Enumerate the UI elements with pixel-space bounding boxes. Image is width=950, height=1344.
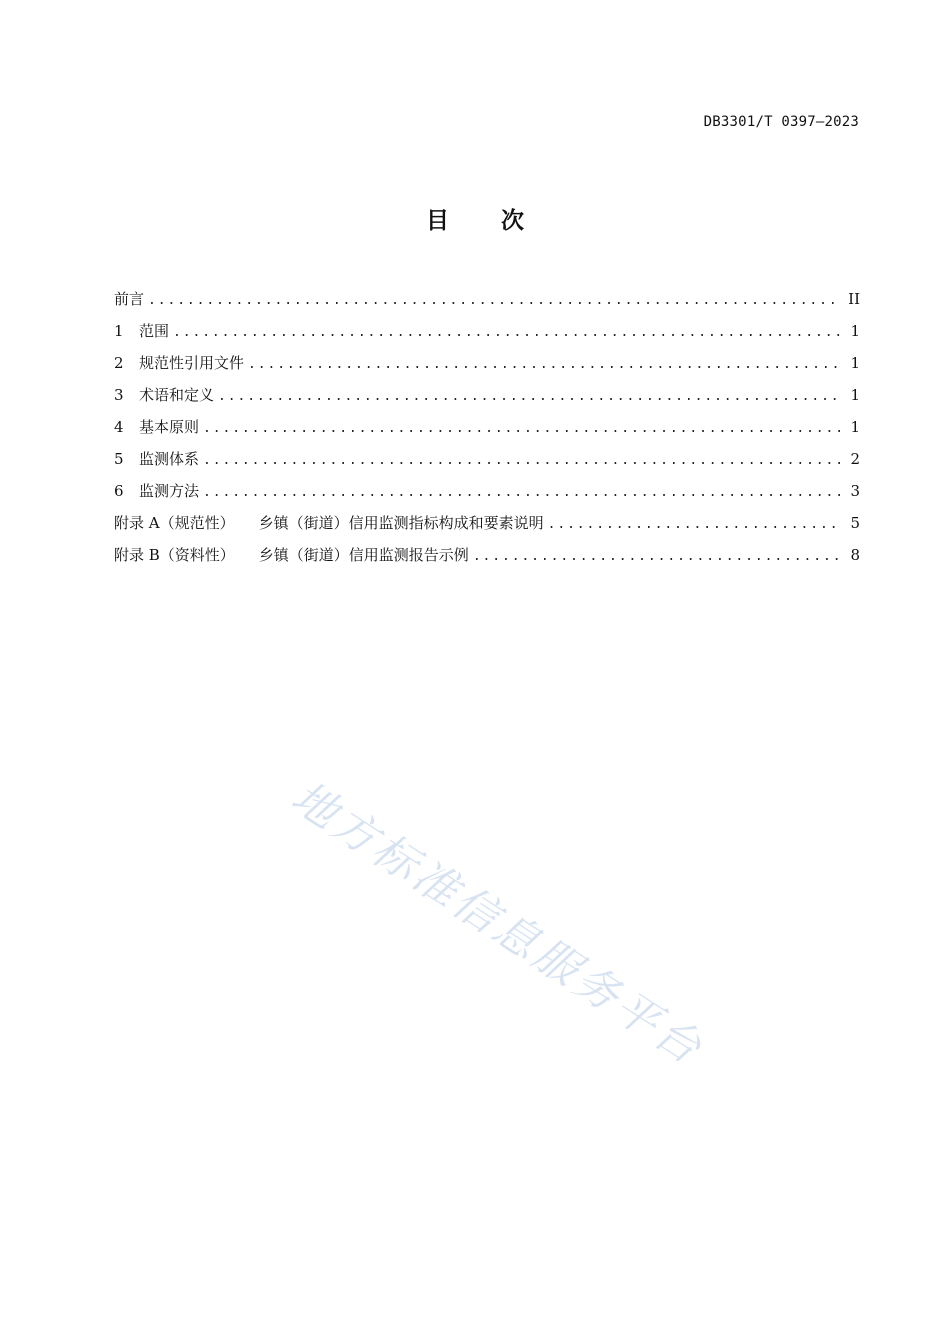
page-title [0,202,950,235]
toc-entry-monitoring-system[interactable] [114,448,860,480]
toc-dot-leader [148,290,840,312]
toc-section-number: 1 [114,322,124,340]
toc-section-number: 5 [114,450,124,468]
toc-entry-monitoring-methods[interactable] [114,480,860,512]
toc-page-number: 1 [850,354,860,372]
toc-entry-annex-a[interactable] [114,512,860,544]
toc-entry-label: 监测体系 [139,450,200,468]
toc-annex-tag: 附录 A（规范性） [114,514,235,532]
toc-entry-label: 乡镇（街道）信用监测报告示例 [258,546,469,564]
page-title-char-1: 目 [426,208,449,234]
toc-page-number: 3 [850,482,860,500]
toc-dot-leader [203,418,840,440]
watermark: 地方标准信息服务平台 [282,771,713,1076]
toc-entry-label: 前言 [114,290,145,308]
toc-entry-label: 术语和定义 [139,386,215,404]
toc-entry-terms-definitions[interactable] [114,384,860,416]
toc-section-number: 2 [114,354,124,372]
toc-dot-leader [548,514,840,536]
toc-section-number: 6 [114,482,124,500]
page-title-char-2: 次 [501,208,524,234]
toc-entry-label: 监测方法 [139,482,200,500]
toc-page-number: 2 [850,450,860,468]
toc-entry-scope[interactable] [114,320,860,352]
toc-dot-leader [473,546,840,568]
toc-dot-leader [248,354,840,376]
toc-page-number: 1 [850,322,860,340]
toc-dot-leader [173,322,840,344]
toc-entry-annex-b[interactable] [114,544,860,576]
document-code: DB3301/T 0397—2023 [703,114,859,130]
toc-entry-basic-principles[interactable] [114,416,860,448]
toc-page-number: 5 [850,514,860,532]
toc-entry-label: 乡镇（街道）信用监测指标构成和要素说明 [258,514,544,532]
toc-entry-normative-references[interactable] [114,352,860,384]
toc-dot-leader [218,386,840,408]
toc-entry-label: 范围 [139,322,170,340]
toc-page-number: II [848,290,860,308]
toc-page-number: 1 [850,386,860,404]
toc-dot-leader [203,482,840,504]
toc-annex-tag: 附录 B（资料性） [114,546,235,564]
toc-entry-foreword[interactable] [114,288,860,320]
toc-entry-label: 基本原则 [139,418,200,436]
toc-section-number: 3 [114,386,124,404]
toc-dot-leader [203,450,840,472]
table-of-contents [114,288,860,576]
toc-page-number: 1 [850,418,860,436]
toc-page-number: 8 [850,546,860,564]
toc-entry-label: 规范性引用文件 [139,354,245,372]
toc-section-number: 4 [114,418,124,436]
